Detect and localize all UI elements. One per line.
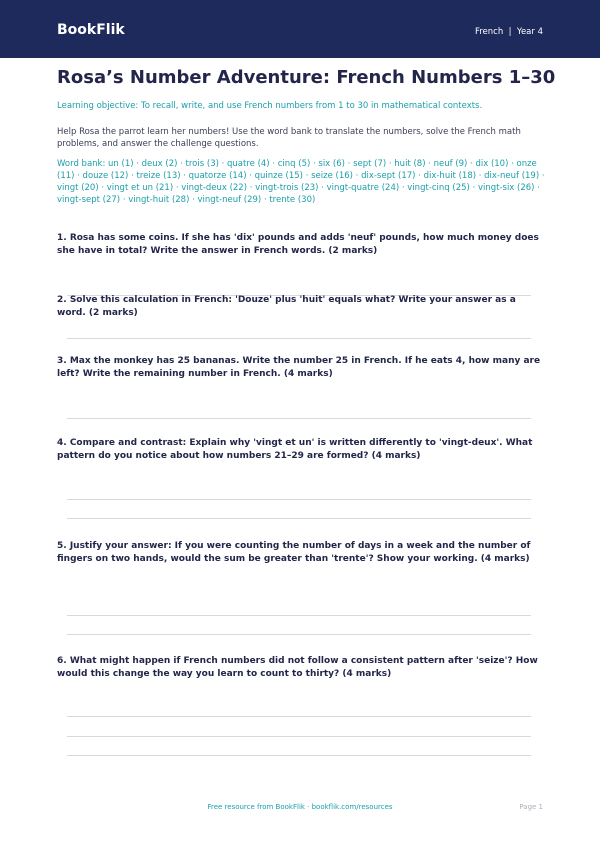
intro-text: Help Rosa the parrot learn her numbers! Use the word bank to translate the numbers, solve the French math problems, and answer the challenge questions. <box>57 127 521 149</box>
worksheet-title: Rosa’s Number Adventure: French Numbers 1–30 <box>57 67 556 88</box>
answer-line[interactable] <box>67 755 531 756</box>
answer-line[interactable] <box>67 736 531 737</box>
answer-line[interactable] <box>67 716 531 717</box>
page-number: Page 1 <box>519 803 543 811</box>
footer-link[interactable]: Free resource from BookFlik · bookflik.com/resources <box>207 803 393 811</box>
word-bank: Word bank: un (1) · deux (2) · trois (3) · quatre (4) · cinq (5) · six (6) · sept (7) · huit (8) · neuf (9) · dix (10) · onze (11) · douze (12) · treize (13) · quatorze (14) · quinze (15) · seize (16) · dix-sept (17) · dix-huit (18) · dix-neuf (19) · vingt (20) · vingt et un (21) · vingt-deux (22) · vingt-trois (23) · vingt-quatre (24) · vingt-cinq (25) · vingt-six (26) · vingt-sept (27) · vingt-huit (28) · vingt-neuf (29) · trente (30) <box>57 159 545 205</box>
answer-line[interactable] <box>67 499 531 500</box>
question-4: 4. Compare and contrast: Explain why 'vingt et un' is written differently to 'vingt-deux'. What pattern do you notice about how numbers 21–29 are formed? (4 marks) <box>57 438 533 461</box>
answer-line[interactable] <box>67 634 531 635</box>
answer-line[interactable] <box>67 615 531 616</box>
question-3: 3. Max the monkey has 25 bananas. Write the number 25 in French. If he eats 4, how many are left? Write the remaining number in French. (4 marks) <box>57 356 541 379</box>
question-1: 1. Rosa has some coins. If she has 'dix' pounds and adds 'neuf' pounds, how much money does she have in total? Write the answer in French words. (2 marks) <box>57 233 539 256</box>
question-2: 2. Solve this calculation in French: 'Douze' plus 'huit' equals what? Write your answer as a word. (2 marks) <box>57 295 516 318</box>
learning-objective: Learning objective: To recall, write, and use French numbers from 1 to 30 in mathematical contexts. <box>57 101 483 111</box>
subject-label: French | Year 4 <box>474 27 543 37</box>
answer-line[interactable] <box>67 518 531 519</box>
page-header <box>0 0 600 58</box>
answer-line[interactable] <box>67 338 531 339</box>
question-6: 6. What might happen if French numbers did not follow a consistent pattern after 'seize'? How would this change the way you learn to count to thirty? (4 marks) <box>57 656 538 679</box>
answer-line[interactable] <box>67 418 531 419</box>
question-5: 5. Justify your answer: If you were counting the number of days in a week and the number of fingers on two hands, would the sum be greater than 'trente'? Show your working. (4 marks) <box>57 541 531 564</box>
brand-logo: BookFlik <box>57 22 125 38</box>
